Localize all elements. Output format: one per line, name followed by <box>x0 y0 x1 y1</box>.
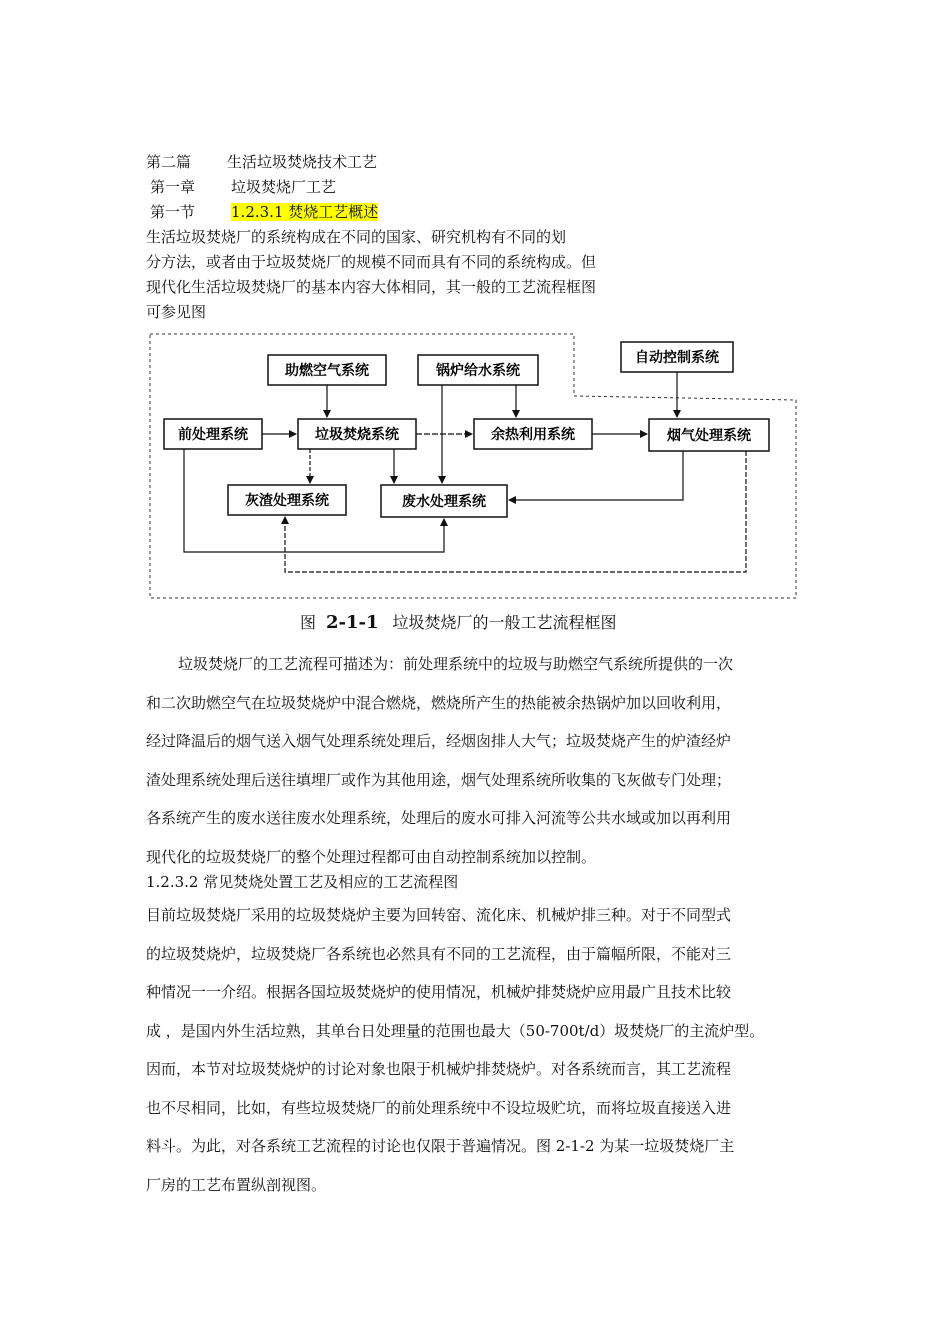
paragraph-line: 种情况一一介绍。根据各国垃圾焚烧炉的使用情况，机械炉排焚烧炉应用最广且技术比较 <box>146 983 732 1001</box>
box-pretreatment-label: 前处理系统 <box>178 427 248 443</box>
process-flow-diagram <box>146 328 806 603</box>
paragraph-line: 因而，本节对垃圾焚烧炉的讨论对象也限于机械炉排焚烧炉。对各系统而言，其工艺流程 <box>146 1060 732 1078</box>
paragraph-line: 成 ，是国内外生活垃熟，其单台日处理量的范围也最大（50-700t/d）圾焚烧厂的主流炉型。 <box>146 1021 765 1040</box>
intro-line: 现代化生活垃圾焚烧厂的基本内容大体相同，其一般的工艺流程框图 <box>146 278 597 296</box>
paragraph-line: 各系统产生的废水送往废水处理系统，处理后的废水可排入河流等公共水域或加以再利用 <box>146 809 732 827</box>
box-flue-gas <box>649 419 769 451</box>
box-auto-control <box>621 342 733 372</box>
section-label: 第一节 <box>150 203 196 221</box>
part-label: 第二篇 <box>146 153 192 171</box>
intro-paragraph <box>146 225 816 325</box>
box-ash-slag-label: 灰渣处理系统 <box>245 493 329 509</box>
intro-line: 分方法，或者由于垃圾焚烧厂的规模不同而具有不同的系统构成。但 <box>146 253 597 271</box>
paragraph-line: 经过降温后的烟气送入烟气处理系统处理后，经烟囱排人大气；垃圾焚烧产生的炉渣经炉 <box>146 732 732 750</box>
section-title: 1.2.3.1 焚烧工艺概述 <box>231 203 379 221</box>
box-flue-gas-label: 烟气处理系统 <box>667 428 751 444</box>
paragraph-line: 垃圾焚烧厂的工艺流程可描述为：前处理系统中的垃圾与助燃空气系统所提供的一次 <box>178 655 734 673</box>
box-combustion-air <box>268 355 386 385</box>
caption-title: 垃圾焚烧厂的一般工艺流程框图 <box>392 613 617 632</box>
paragraph-line: 也不尽相同，比如，有些垃圾焚烧厂的前处理系统中不设垃圾贮坑，而将垃圾直接送入进 <box>146 1098 732 1117</box>
chapter-title: 垃圾焚烧厂工艺 <box>231 178 337 196</box>
caption-number: 2-1-1 <box>326 612 379 633</box>
paragraph-line: 目前垃圾焚烧厂采用的垃圾焚烧炉主要为回转窑、流化床、机械炉排三种。对于不同型式 <box>146 906 732 924</box>
box-wastewater <box>381 485 507 517</box>
box-boiler-water-label: 锅炉给水系统 <box>436 363 520 379</box>
paragraph-line: 和二次助燃空气在垃圾焚烧炉中混合燃烧，燃烧所产生的热能被余热锅炉加以回收利用， <box>146 693 732 712</box>
box-boiler-water <box>418 355 538 385</box>
box-auto-control-label: 自动控制系统 <box>635 350 719 366</box>
paragraph-line: 的垃圾焚烧炉，垃圾焚烧厂各系统也必然具有不同的工艺流程，由于篇幅所限，不能对三 <box>146 944 732 963</box>
box-heat-recovery <box>474 419 592 449</box>
section-heading <box>150 202 378 222</box>
intro-line: 生活垃圾焚烧厂的系统构成在不同的国家、研究机构有不同的划 <box>146 228 567 246</box>
paragraph-line: 厂房的工艺布置纵剖视图。 <box>146 1175 327 1194</box>
arrow-flue-to-ash <box>285 451 746 572</box>
section2-title: 1.2.3.2 常见焚烧处置工艺及相应的工艺流程图 <box>146 873 459 891</box>
chapter-label: 第一章 <box>150 178 196 196</box>
box-heat-recovery-label: 余热利用系统 <box>491 427 575 443</box>
paragraph-line: 现代化的垃圾焚烧厂的整个处理过程都可由自动控制系统加以控制。 <box>146 847 597 866</box>
box-wastewater-label: 废水处理系统 <box>402 494 486 510</box>
figure-caption <box>300 610 617 633</box>
intro-line: 可参见图 <box>146 303 207 321</box>
furnace-types-paragraph <box>146 896 816 1204</box>
paragraph-line: 渣处理系统处理后送往填埋厂或作为其他用途，烟气处理系统所收集的飞灰做专门处理； <box>146 770 732 789</box>
caption-prefix: 图 <box>300 613 317 632</box>
chapter-heading <box>150 177 336 197</box>
flow-arrows <box>184 372 746 572</box>
box-incineration-label: 垃圾焚烧系统 <box>315 427 399 443</box>
part-title: 生活垃圾焚烧技术工艺 <box>227 153 378 171</box>
process-description-paragraph <box>146 645 816 876</box>
box-pretreatment <box>164 419 262 449</box>
box-incineration <box>298 419 416 449</box>
box-ash-slag <box>228 485 346 515</box>
part-heading <box>146 152 377 172</box>
paragraph-line: 料斗。为此，对各系统工艺流程的讨论也仅限于普遍情况。图 2-1-2 为某一垃圾焚烧厂主 <box>146 1137 735 1155</box>
box-combustion-air-label: 助燃空气系统 <box>285 363 369 379</box>
arrow-flue-to-wastewater <box>509 451 683 500</box>
